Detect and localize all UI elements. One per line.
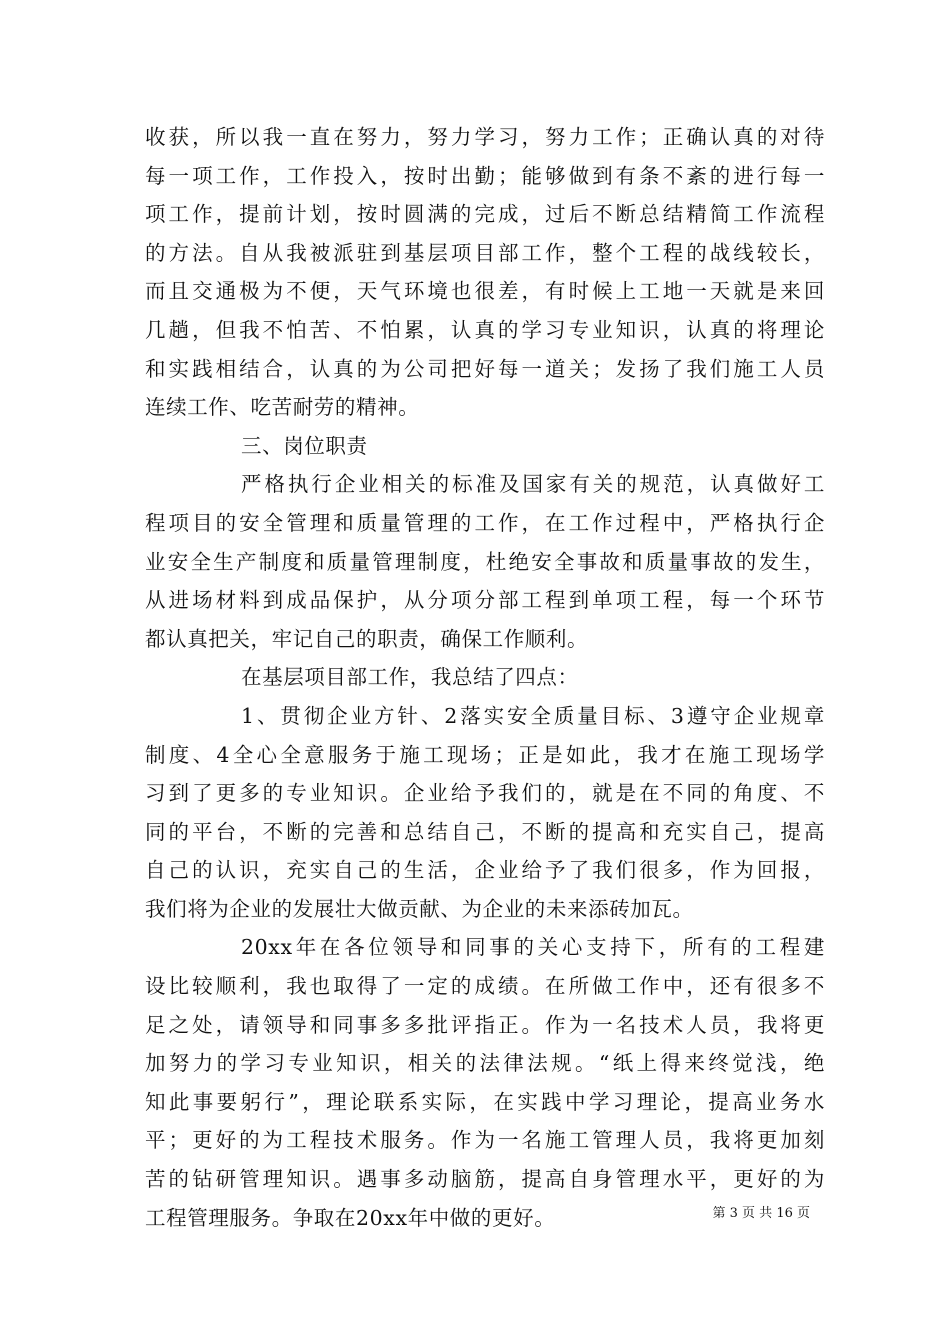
text-line: 收获，所以我一直在努力，努力学习，努力工作；正确认真的对待: [145, 125, 825, 149]
text-line: 连续工作、吃苦耐劳的精神。: [145, 395, 420, 420]
text-line: 我们将为企业的发展壮大做贡献、为企业的未来添砖加瓦。: [145, 896, 694, 921]
text-line: 同的平台，不断的完善和总结自己，不断的提高和充实自己，提高: [145, 819, 825, 844]
text-line: 项工作，提前计划，按时圆满的完成，过后不断总结精简工作流程: [145, 202, 825, 227]
text-line: 从进场材料到成品保护，从分项分部工程到单项工程，每一个环节: [145, 588, 825, 613]
text-line: 设比较顺利，我也取得了一定的成绩。在所做工作中，还有很多不: [145, 974, 825, 999]
text-line: 而且交通极为不便，天气环境也很差，有时候上工地一天就是来回: [145, 279, 825, 304]
text-line: 在基层项目部工作，我总结了四点：: [241, 665, 579, 690]
text-line: 习到了更多的专业知识。企业给予我们的，就是在不同的角度、不: [145, 781, 825, 806]
text-line: 20xx年在各位领导和同事的关心支持下，所有的工程建: [241, 935, 825, 960]
text-line: 三、岗位职责: [241, 433, 368, 458]
text-line: 加努力的学习专业知识，相关的法律法规。“纸上得来终觉浅，绝: [145, 1051, 825, 1076]
text-line: 都认真把关，牢记自己的职责，确保工作顺利。: [145, 626, 589, 651]
text-line: 每一项工作，工作投入，按时出勤；能够做到有条不紊的进行每一: [145, 163, 825, 188]
text-line: 几趟，但我不怕苦、不怕累，认真的学习专业知识，认真的将理论: [145, 317, 825, 342]
text-line: 苦的钻研管理知识。遇事多动脑筋，提高自身管理水平，更好的为: [145, 1167, 825, 1192]
document-body: [145, 118, 825, 1237]
text-line: 制度、4全心全意服务于施工现场；正是如此，我才在施工现场学: [145, 742, 825, 767]
text-line: 和实践相结合，认真的为公司把好每一道关；发扬了我们施工人员: [145, 356, 825, 381]
text-line: 足之处，请领导和同事多多批评指正。作为一名技术人员，我将更: [145, 1012, 825, 1037]
page-number-footer: 第 3 页 共 16 页: [712, 1206, 810, 1221]
text-line: 严格执行企业相关的标准及国家有关的规范，认真做好工: [241, 472, 825, 497]
text-line: 知此事要躬行”，理论联系实际，在实践中学习理论，提高业务水: [145, 1089, 825, 1114]
text-line: 1、贯彻企业方针、2落实安全质量目标、3遵守企业规章: [241, 703, 825, 728]
text-line: 的方法。自从我被派驻到基层项目部工作，整个工程的战线较长，: [145, 240, 825, 265]
text-line: 业安全生产制度和质量管理制度，杜绝安全事故和质量事故的发生，: [145, 549, 825, 574]
text-line: 自己的认识，充实自己的生活，企业给予了我们很多，作为回报，: [145, 858, 825, 883]
text-line: 平；更好的为工程技术服务。作为一名施工管理人员，我将更加刻: [145, 1128, 825, 1153]
text-line: 程项目的安全管理和质量管理的工作，在工作过程中，严格执行企: [145, 510, 825, 535]
text-line: 工程管理服务。争取在20xx年中做的更好。: [145, 1205, 556, 1230]
